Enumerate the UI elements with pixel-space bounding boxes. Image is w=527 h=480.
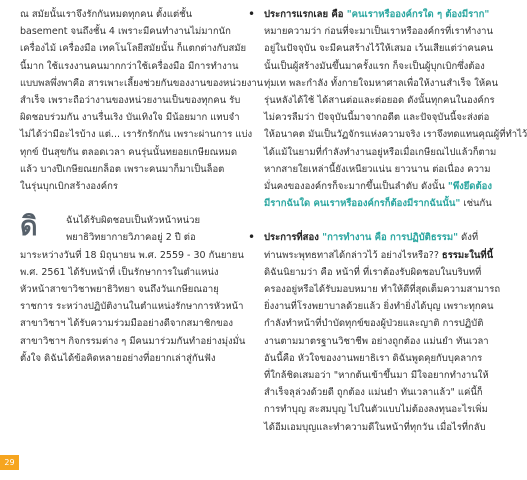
bullet-quote: "การทำงาน คือ การปฏิบัติธรรม" [322, 232, 459, 244]
bullet2-line: สำเร็จลุล่วงด้วยดี ถูกต้อง แม่นยำ ทันเวลาแล้ว" แค่นี้ก็ [264, 387, 483, 399]
bullet-lead: ประการที่สอง [264, 232, 323, 244]
bullet-tail: ดังที่ [458, 232, 479, 244]
left-para1-line: นี้มาก ใช้แรงงานคนมากกว่าใช้เครื่องมือ มีการทำงาน [20, 60, 239, 72]
bullet1-line [264, 178, 492, 195]
bullet1-text: มั่นคงขององค์กรก็จะมากขึ้นเป็นลำดับ ดังนั้น [264, 180, 448, 192]
bullet2-line [264, 247, 494, 264]
bullet-quote: "คนเราหรือองค์กรใด ๆ ต้องมีราก" [346, 9, 490, 20]
left-para2-line: ราชการ ระหว่างปฏิบัติงานในตำแหน่งรักษาการหัวหน้า [20, 301, 244, 313]
bullet1-line: ได้แม้ในยามที่กำลังทำงานอยู่หรือเมื่อเกษียณไปแล้วก็ตาม [264, 146, 497, 158]
page-number-badge: 29 [0, 455, 19, 470]
bullet-heading [264, 6, 490, 23]
bullet1-line: หมายความว่า ก่อนที่จะมาเป็นเราหรือองค์กรที่เราทำงาน [264, 26, 493, 38]
left-para1-line: ผิดชอบร่วมกัน งานรื่นเริง บันเทิงใจ มีน้อยมาก แทบจำ [20, 112, 240, 124]
left-para1-line: basement จนถึงชั้น 4 เพราะมีคนทำงานไม่มากนัก [20, 26, 231, 38]
left-para1-line: เครื่องไม้ เครื่องมือ เทคโนโลยีสมัยนั้น ก็แตกต่างกับสมัย [20, 43, 247, 55]
left-para1-line: ในรุ่นบุกเบิกสร้างองค์กร [20, 180, 118, 192]
right-column [248, 6, 527, 436]
dropcap-line: พยาธิวิทยากายวิภาคอยู่ 2 ปี ต่อ [66, 232, 196, 244]
bullet2-line: ครองอยู่หรือได้รับมอบหมาย ทำให้ดีที่สุดเต็มความสามารถ [264, 284, 501, 295]
left-para1-line: แบบพลพึ่งพาคือ สารเพาะเลี้ยงช่วยกันของงานของหน่วยงาน [20, 77, 264, 89]
bullet2-line: ยิ่งงานที่โรงพยาบาลด้วยแล้ว ยิ่งทำยิ่งได้บุญ เพราะทุกคน [264, 301, 494, 313]
left-column [20, 6, 264, 367]
bullet-heading [264, 229, 479, 246]
bullet1-line: รุ่นหลังได้ใช้ ได้สานต่อและต่อยอด ดังนั้นทุกคนในองค์กร [264, 94, 495, 106]
bullet1-line: อยู่ในปัจจุบัน จะมีคนสร้างไว้ให้เสมอ เว้นเสียแต่ว่าคนคน [264, 43, 494, 55]
bullet-dot-icon: • [248, 7, 256, 21]
bullet2-line: การทำบุญ สะสมบุญ ไปในตัวแบบไม่ต้องลงทุนอะไรเพิ่ม [264, 404, 488, 416]
bullet1-line [264, 195, 492, 212]
left-para1-line: สำเร็จ เพราะถือว่างานของหน่วยงานเป็นของทุกคน รับ [20, 94, 241, 106]
dropcap-line: ฉันได้รับผิดชอบเป็นหัวหน้าหน่วย [66, 215, 201, 227]
bullet1-closing-end: เช่นกัน [460, 198, 492, 210]
bullet1-closing-highlight: "พึงยึดต้อง [447, 180, 492, 192]
bullet-item-first [248, 6, 527, 212]
left-para2-line: หัวหน้าสาขาวิชาพยาธิวิทยา จนถึงวันเกษียณอายุ [20, 284, 219, 296]
bullet1-line: นั้นเป็นผู้สร้างมันขึ้นมาครั้งแรก ก็จะเป็นผู้บุกเบิกซึ่งต้อง [264, 60, 485, 72]
bullet1-line: หากสายใยเหล่านี้ยังเหนียวแน่น ยาวนาน ต่อเนื่อง ความ [264, 163, 491, 175]
left-para2-line: พ.ศ. 2561 ได้รับหน้าที่ เป็นรักษาการในตำแหน่ง [20, 266, 219, 278]
left-para2-line: มาระหว่างวันที่ 18 มิถุนายน พ.ศ. 2559 - 30 กันยายน [20, 249, 244, 261]
left-para1-line: ไม่ได้ว่ามีอะไรบ้าง แต่... เรารักรักกัน เพราะผ่านการ แบ่ง [20, 129, 253, 141]
dropcap-letter: ดิ [20, 211, 38, 243]
bullet2-line: ดิฉันนิยามว่า คือ หน้าที่ ที่เราต้องรับผิดชอบในบริบทที่ [264, 266, 482, 278]
left-para2-line: ตั้งใจ ดิฉันได้ข้อคิดหลายอย่างที่อยากเล่าสู่กันฟัง [20, 352, 216, 364]
bullet1-closing-highlight: มีรากฉันใด คนเราหรือองค์กรก็ต้องมีรากฉันนั้น" [264, 198, 461, 210]
bullet2-line: กำลังทำหน้าที่บำบัดทุกข์ของผู้ป่วยและญาติ การปฏิบัติ [264, 318, 484, 330]
bullet2-line: อันนี้คือ หัวใจของงานพยาธิเรา ดิฉันพูดคุยกับบุคลากร [264, 352, 483, 364]
bullet-lead: ประการแรกเลย คือ [264, 9, 347, 20]
left-para2-line: สาขาวิชาฯ ได้รับความร่วมมืออย่างดีจากสมาชิกของ [20, 318, 233, 330]
bullet1-line: ไม่ควรลืมว่า ปัจจุบันนี้มาจากอดีต และปัจจุบันนี้จะส่งต่อ [264, 112, 490, 124]
left-para1-line: ทุกข์ ปันสุขกัน ตลอดเวลา คนรุ่นนั้นทยอยเกษียณหมด [20, 146, 238, 158]
bullet2-text: ท่านพระพุทธทาสได้กล่าวไว้ อย่างไรหรือ?? [264, 249, 442, 261]
left-para1-line: ณ สมัยนั้นเราจึงรักกันหมดทุกคน ตั้งแต่ชั้น [20, 9, 193, 20]
bullet1-line: ทุ่มเท พละกำลัง ทั้งกายใจมหาศาลเพื่อให้งานสำเร็จ ให้คน [264, 77, 499, 89]
bullet2-bold-text: ธรรมะในที่นี้ [441, 249, 494, 261]
bullet-dot-icon: • [248, 230, 256, 245]
bullet2-line: ได้อีมเอมบุญและทำความดีในหน้าที่ทุกวัน เมื่อไรที่กลับ [264, 421, 486, 433]
bullet1-line: ให้อนาคต มันเป็นวัฏจักรแห่งความจริง เราจึงทดแทนคุณผู้ที่ทำไว้ [264, 129, 527, 141]
dropcap-paragraph-start [20, 212, 220, 246]
bullet2-line: งานตามมาตรฐานวิชาชีพ อย่างถูกต้อง แม่นยำ ทันเวลา [264, 335, 489, 347]
left-para1-line: แล้ว บางปีเกษียณยกล็อต เพราะคนมาก็มาเป็นล็อต [20, 163, 225, 175]
bullet-item-second [248, 229, 501, 435]
left-para2-line: สาขาวิชาฯ กิจกรรมต่าง ๆ มีคนมาร่วมกันทำอย่างมุ่งมั่น [20, 335, 246, 347]
bullet2-line: ที่ใกล้ชิดเสมอว่า "หากต้นเข้าขึ้นมา มีใจอยากทำงานให้ [264, 369, 489, 381]
